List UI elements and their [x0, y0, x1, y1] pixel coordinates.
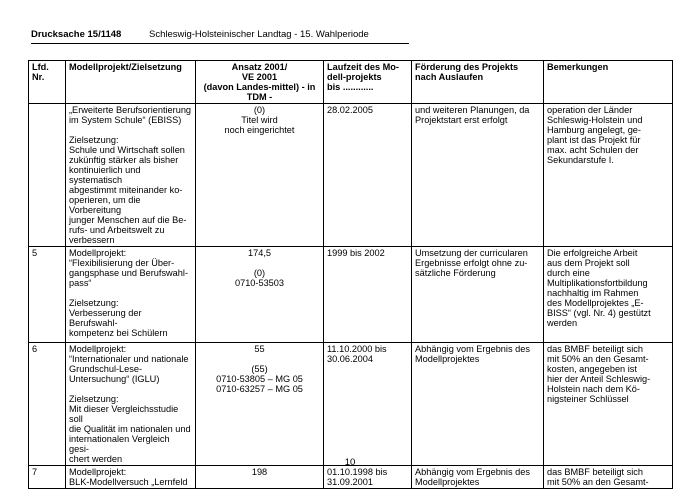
bemerkungen-cell: operation der Länder Schleswig-Holstein und Hamburg angelegt, ge- plant ist das Projekt für max. acht Schulen der Sekundarstufe I.	[544, 104, 673, 247]
ansatz-detail: (0) 0710-53503	[234, 268, 285, 288]
column-header-project: Modellprojekt/Zielsetzung	[66, 61, 196, 104]
column-header-laufzeit: Laufzeit des Mo- dell-projekts bis ............	[324, 61, 412, 104]
project-description	[66, 104, 196, 247]
laufzeit-cell: 11.10.2000 bis 30.06.2004	[324, 343, 412, 466]
ansatz-detail: (55) 0710-53805 – MG 05 0710-63257 – MG 05	[216, 364, 303, 394]
laufzeit-cell: 28.02.2005	[324, 104, 412, 247]
project-goal: Zielsetzung: Verbesserung der Berufswahl- kompetenz bei Schülern	[69, 298, 168, 338]
row-number: 6	[29, 343, 66, 466]
laufzeit-cell: 1999 bis 2002	[324, 247, 412, 343]
project-description	[66, 247, 196, 343]
column-header-ansatz: Ansatz 2001/ VE 2001 (davon Landes-mittel) - in TDM -	[196, 61, 324, 104]
laufzeit-cell: 01.10.1998 bis 31.09.2001	[324, 466, 412, 489]
ansatz-detail: (0) Titel wird noch eingerichtet	[224, 105, 295, 135]
project-title: Modellprojekt: “Flexibilisierung der Über- gangsphase und Berufswahl- pass“	[69, 248, 189, 288]
bemerkungen-cell: das BMBF beteiligt sich mit 50% an den Gesamt-	[544, 466, 673, 489]
foerderung-cell: Umsetzung der curricularen Ergebnisse erfolgt ohne zu- sätzliche Förderung	[412, 247, 544, 343]
document-number: Drucksache 15/1148	[31, 29, 122, 40]
table-header-row	[29, 61, 673, 104]
ansatz-cell	[196, 466, 324, 489]
project-goal: Zielsetzung: Mit dieser Vergleichsstudie soll die Qualität im nationalen und internationalen Vergleich gesi- chert werden	[69, 394, 191, 464]
table-row	[29, 104, 673, 247]
project-title: „Erweiterte Berufsorientierung im System Schule“ (EBISS)	[69, 105, 192, 125]
table-row	[29, 343, 673, 466]
project-table	[28, 60, 673, 489]
project-description	[66, 466, 196, 489]
ansatz-main: 198	[251, 467, 268, 477]
row-number: 5	[29, 247, 66, 343]
parliament-title: Schleswig-Holsteinischer Landtag - 15. Wahlperiode	[149, 29, 369, 40]
header-rule	[31, 43, 409, 44]
ansatz-cell	[196, 104, 324, 247]
ansatz-cell	[196, 247, 324, 343]
table-row	[29, 247, 673, 343]
bemerkungen-cell: das BMBF beteiligt sich mit 50% an den Gesamt- kosten, angegeben ist hier der Anteil Schleswig- Holstein nach dem Kö- nigsteiner Schlüssel	[544, 343, 673, 466]
project-description	[66, 343, 196, 466]
row-number	[29, 104, 66, 247]
ansatz-cell	[196, 343, 324, 466]
page-number: 10	[344, 457, 356, 468]
table-row	[29, 466, 673, 489]
column-header-bemerkungen: Bemerkungen	[544, 61, 673, 104]
ansatz-main: 174,5	[248, 248, 271, 258]
foerderung-cell: und weiteren Planungen, da Projektstart erst erfolgt	[412, 104, 544, 247]
project-title: Modellprojekt: “Internationaler und nationale Grundschul-Lese- Untersuchung“ (IGLU)	[69, 344, 189, 384]
column-header-foerderung: Förderung des Projekts nach Auslaufen	[412, 61, 544, 104]
row-number: 7	[29, 466, 66, 489]
ansatz-main: 55	[254, 344, 265, 354]
column-header-nr: Lfd. Nr.	[29, 61, 66, 104]
page-header	[31, 29, 369, 40]
project-goal: Zielsetzung: Schule und Wirtschaft sollen zukünftig stärker als bisher kontinuierlich und systematisch abgestimmt miteinander ko- operieren, um die Vorbereitung junger Menschen auf die Be- rufs- und Arbeitswelt zu verbessern	[69, 135, 187, 245]
project-title: Modellprojekt: BLK-Modellversuch „Lernfeld	[69, 467, 188, 487]
foerderung-cell: Abhängig vom Ergebnis des Modellprojektes	[412, 466, 544, 489]
bemerkungen-cell: Die erfolgreiche Arbeit aus dem Projekt soll durch eine Multiplikationsfortbildung nachhaltig im Rahmen des Modellprojektes „E- BISS“ (vgl. Nr. 4) gestützt werden	[544, 247, 673, 343]
foerderung-cell: Abhängig vom Ergebnis des Modellprojektes	[412, 343, 544, 466]
